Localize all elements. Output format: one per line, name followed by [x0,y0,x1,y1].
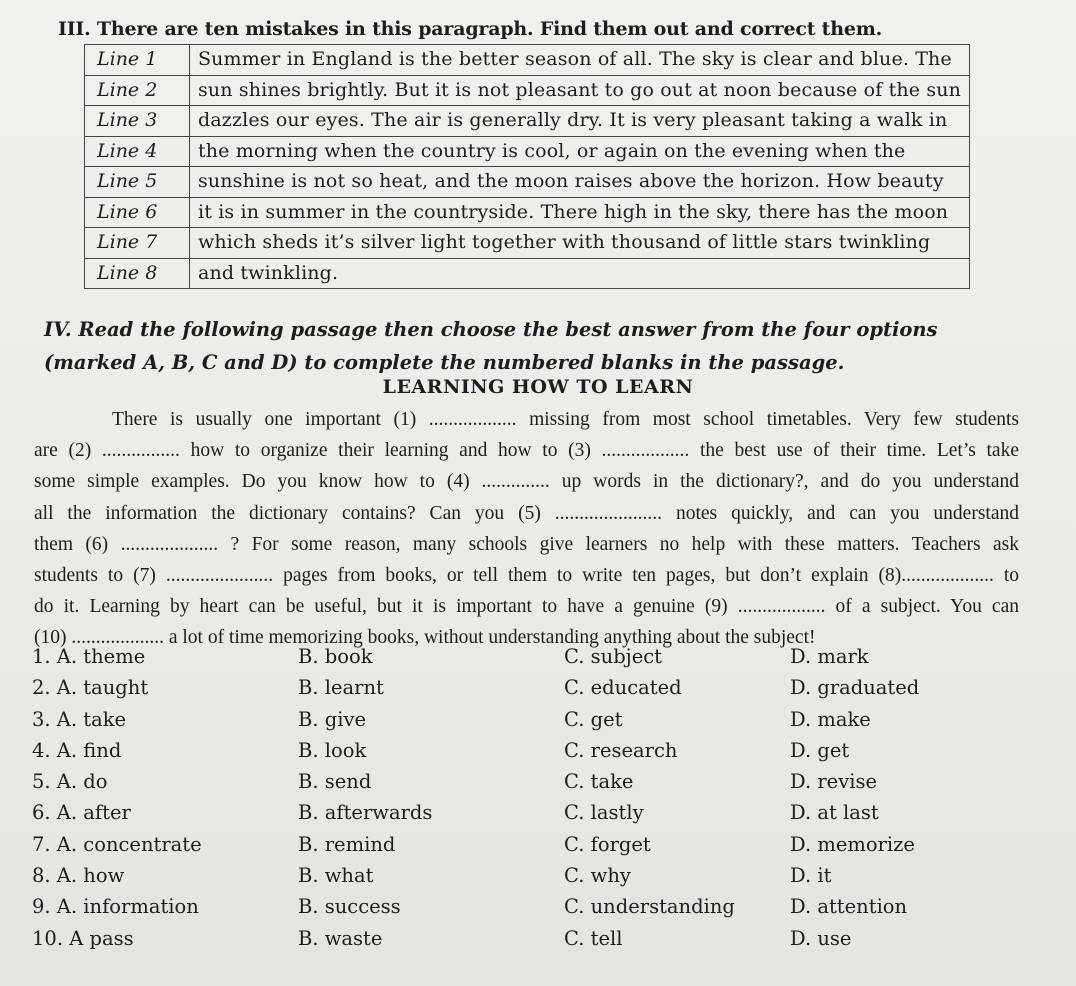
option-d: D. get [790,738,850,762]
table-row [85,258,970,289]
section-3-title: III. There are ten mistakes in this paragraph. Find them out and correct them. [58,18,883,40]
line-label: Line 8 [85,258,190,289]
option-d: D. revise [790,770,877,794]
option-d: D. mark [790,645,869,668]
option-c: C. take [564,770,634,794]
option-c: C. subject [564,645,663,668]
passage-line: There is usually one important (1) .................. missing from most school timetables. Very few students [112,409,1019,430]
passage-title: LEARNING HOW TO LEARN [382,376,694,398]
option-a: 2. A. taught [32,676,149,700]
option-c: C. understanding [564,895,735,919]
option-a: 3. A. take [32,707,127,731]
passage-line: (10) ................... a lot of time memorizing books, without understanding anything about the subject! [34,627,816,649]
line-text: and twinkling. [190,258,970,289]
option-c: C. why [564,864,631,888]
line-label: Line 2 [85,75,190,106]
option-a: 1. A. theme [32,645,146,668]
passage-line: all the information the dictionary contains? Can you (5) ...................... notes quickly, and can you understand [34,502,1019,524]
line-text: dazzles our eyes. The air is generally dry. It is very pleasant taking a walk in [190,106,970,137]
option-b: B. send [298,770,372,794]
line-text: Summer in England is the better season of all. The sky is clear and blue. The [190,45,970,76]
option-a: 9. A. information [32,895,199,919]
option-c: C. get [564,707,623,731]
passage-body [34,404,1019,654]
option-b: B. success [298,895,401,919]
table-row [85,167,970,198]
option-c: C. educated [564,676,682,700]
line-label: Line 1 [85,45,190,76]
line-text: the morning when the country is cool, or again on the evening when the [190,136,970,167]
option-b: B. remind [298,832,396,856]
option-d: D. attention [790,895,908,919]
option-d: D. memorize [790,832,915,856]
table-row [85,228,970,259]
passage-line: students to (7) ...................... pages from books, or tell them to write ten pages, but don’t explain (8)................... to [34,565,1019,587]
option-a: 5. A. do [32,770,108,794]
option-b: B. look [298,738,367,762]
table-row [85,75,970,106]
option-c: C. tell [564,926,623,950]
option-d: D. use [790,926,852,950]
option-c: C. forget [564,832,651,856]
option-b: B. what [298,864,374,888]
line-text: sunshine is not so heat, and the moon raises above the horizon. How beauty [190,167,970,198]
option-b: B. waste [298,926,383,950]
option-a: 4. A. find [32,738,122,762]
table-row [85,45,970,76]
option-b: B. give [298,707,367,731]
passage-line: some simple examples. Do you know how to (4) .............. up words in the dictionary?, and do you understand [34,471,1019,493]
line-label: Line 6 [85,197,190,228]
option-d: D. at last [790,801,879,825]
table-row [85,106,970,137]
option-c: C. research [564,738,678,762]
mistake-table [84,44,970,289]
option-d: D. graduated [790,676,920,700]
line-label: Line 3 [85,106,190,137]
option-a: 8. A. how [32,864,125,888]
option-d: D. make [790,707,871,731]
passage-line: them (6) .................... ? For some reason, many schools give learners no help with these matters. Teachers ask [34,533,1019,555]
option-a: 10. A pass [32,926,134,950]
line-text: which sheds it’s silver light together with thousand of little stars twinkling [190,228,970,259]
line-label: Line 5 [85,167,190,198]
line-text: it is in summer in the countryside. There high in the sky, there has the moon [190,197,970,228]
table-row [85,136,970,167]
option-b: B. book [298,645,373,668]
option-a: 6. A. after [32,801,131,825]
passage-line: are (2) ................ how to organize their learning and how to (3) .................. the best use of their time. Let’s take [34,440,1019,462]
line-label: Line 7 [85,228,190,259]
option-c: C. lastly [564,801,644,825]
line-label: Line 4 [85,136,190,167]
passage-line: do it. Learning by heart can be useful, but it is important to have a genuine (9) .................. of a subject. You can [34,596,1019,618]
option-d: D. it [790,864,832,888]
section-4-title: IV. Read the following passage then choose the best answer from the four options (marked A, B, C and D) to complete the numbered blanks in the passage. [44,318,938,374]
table-row [85,197,970,228]
option-b: B. learnt [298,676,384,700]
option-a: 7. A. concentrate [32,832,202,856]
option-b: B. afterwards [298,801,433,825]
line-text: sun shines brightly. But it is not pleasant to go out at noon because of the sun [190,75,970,106]
